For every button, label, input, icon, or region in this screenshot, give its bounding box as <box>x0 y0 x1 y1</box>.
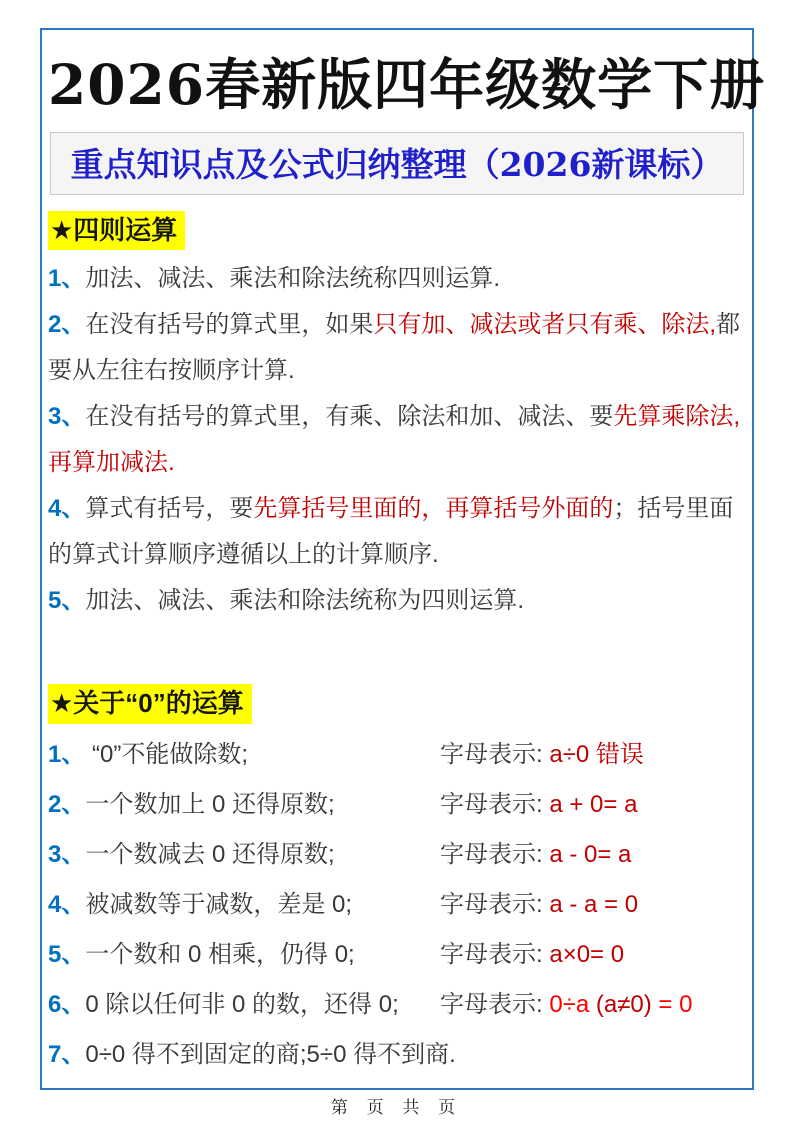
item-number: 2、 <box>48 790 86 818</box>
section-gap <box>48 624 746 668</box>
rule-text: 0÷0 得不到固定的商;5÷0 得不到商. <box>85 1040 456 1068</box>
section-heading-zero-operations <box>48 684 746 723</box>
text-segment: a + 0= a <box>549 790 638 818</box>
item-number: 2、 <box>48 311 86 339</box>
text-segment: a - 0= a <box>549 840 632 868</box>
text-segment: 都要从左往右按顺序计算. <box>48 311 741 385</box>
item-number: 5、 <box>48 587 86 615</box>
four-operations-list <box>48 256 746 624</box>
text-segment: a - a = 0 <box>549 890 639 918</box>
item-number: 3、 <box>48 840 86 868</box>
rule-text: 一个数减去 0 还得原数; <box>85 840 335 868</box>
rule-row <box>48 780 746 830</box>
numbered-item <box>48 302 746 394</box>
rule-row <box>48 930 746 980</box>
letter-notation <box>440 730 644 780</box>
rule-row <box>48 980 746 1030</box>
section-heading-four-operations <box>48 211 746 250</box>
numbered-item <box>48 578 746 624</box>
item-number: 4、 <box>48 890 86 918</box>
rule-statement <box>48 980 440 1030</box>
item-number: 1、 <box>48 265 86 293</box>
text-segment: a÷0 错误 <box>549 740 644 768</box>
page-subtitle: 重点知识点及公式归纳整理（2026新课标） <box>70 145 724 185</box>
notation-label: 字母表示: <box>440 940 550 968</box>
letter-notation <box>440 780 637 830</box>
section-zero-operations <box>48 684 746 1079</box>
numbered-item <box>48 486 746 578</box>
rule-text: 0 除以任何非 0 的数，还得 0; <box>85 990 399 1018</box>
rule-statement <box>48 1030 456 1080</box>
text-segment: 在没有括号的算式里，有乘、除法和加、减法、要 <box>85 403 614 431</box>
page-title: 2026春新版四年级数学下册 <box>48 52 766 117</box>
notation-label: 字母表示: <box>440 890 550 918</box>
zero-operations-list <box>48 730 746 1080</box>
text-segment: 在没有括号的算式里，如果 <box>85 311 374 339</box>
text-segment: 先算乘除法,再算加减法. <box>48 403 741 477</box>
page-footer: 第 页 共 页 <box>330 1098 463 1117</box>
rule-statement <box>48 730 440 780</box>
numbered-item <box>48 394 746 486</box>
item-number: 7、 <box>48 1040 86 1068</box>
rule-text: 一个数和 0 相乘，仍得 0; <box>85 940 355 968</box>
rule-text: 一个数加上 0 还得原数; <box>85 790 335 818</box>
rule-row <box>48 730 746 780</box>
rule-statement <box>48 780 440 830</box>
notation-label: 字母表示: <box>440 840 550 868</box>
subtitle-box <box>50 132 744 195</box>
text-segment: 先算括号里面的，再算括号外面的 <box>253 495 614 523</box>
notation-label: 字母表示: <box>440 740 550 768</box>
item-number: 3、 <box>48 403 86 431</box>
text-segment: 只有加、减法或者只有乘、除法, <box>373 311 717 339</box>
letter-notation <box>440 930 624 980</box>
item-number: 1、 <box>48 740 86 768</box>
notation-label: 字母表示: <box>440 790 550 818</box>
text-segment: 加法、减法、乘法和除法统称为四则运算. <box>85 587 525 615</box>
letter-notation <box>440 880 638 930</box>
rule-row <box>48 1030 746 1080</box>
text-segment: ；括号里面的算式计算顺序遵循以上的计算顺序. <box>48 495 734 569</box>
rule-statement <box>48 930 440 980</box>
rule-row <box>48 880 746 930</box>
rule-row <box>48 830 746 880</box>
rule-text: “0”不能做除数; <box>85 740 249 768</box>
text-segment: = 0 <box>651 990 693 1018</box>
letter-notation <box>440 830 631 880</box>
item-number: 6、 <box>48 990 86 1018</box>
numbered-item <box>48 256 746 302</box>
text-segment: (a≠0) <box>595 990 652 1018</box>
rule-statement <box>48 830 440 880</box>
text-segment: a×0= 0 <box>549 940 625 968</box>
text-segment: 算式有括号，要 <box>85 495 254 523</box>
item-number: 4、 <box>48 495 86 523</box>
page-border-frame <box>40 28 766 1090</box>
rule-text: 被减数等于减数，差是 0; <box>85 890 353 918</box>
section-heading-highlight: ★关于“0”的运算 <box>48 684 252 723</box>
section-four-operations <box>48 211 746 624</box>
notation-label: 字母表示: <box>440 990 550 1018</box>
text-segment: 加法、减法、乘法和除法统称四则运算. <box>85 265 501 293</box>
text-segment: 0÷a <box>549 990 596 1018</box>
item-number: 5、 <box>48 940 86 968</box>
rule-statement <box>48 880 440 930</box>
section-heading-highlight: ★四则运算 <box>48 211 185 250</box>
letter-notation <box>440 980 692 1030</box>
